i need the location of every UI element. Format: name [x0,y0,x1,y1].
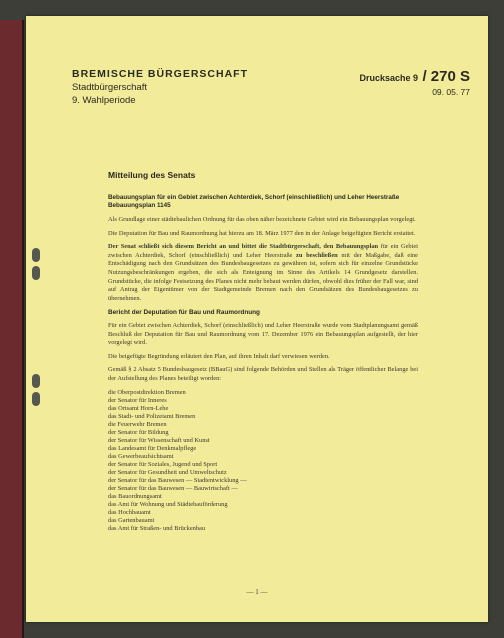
paragraph-3-bold: Der Senat schließt sich diesem Bericht an und bittet die Stadtbürgerschaft, den Bebauungsplan [108,243,379,251]
list-item: das Amt für Wohnung und Städtebauförderung [108,500,228,508]
list-item: das Bauordnungsamt [108,492,162,500]
document-heading: Mitteilung des Senats [108,170,196,180]
section-title: Bericht der Deputation für Bau und Raumordnung [108,309,260,317]
org-sub: Stadtbürgerschaft [72,82,147,93]
legislative-period: 9. Wahlperiode [72,95,136,106]
list-item: das Gartenbauamt [108,516,155,524]
paragraph-3-rest: mit der Maßgabe, daß eine Entschädigung nach den Grundsätzen des Bundesbaugesetzes zu gewähren ist, sofern sich für einzelne Grundstücke Nutzungsbeschränkungen ergeben, die sich als Enteignung im Sinne des Artikels 14 Grundgesetz darstellen. Grundstücke, die infolge Festsetzung des Planes nicht mehr bebaut werden dürfen, obwohl dies früher der Fall war, sind auf Antrag der Eigentümer von der Stadtgemeinde Bremen nach den Grundsätzen des Bundesbaugesetzes zu übernehmen. [108,251,418,302]
folder-spine [0,20,24,638]
list-item: der Senator für Bildung [108,428,169,436]
document-body [108,171,418,533]
subject-plan-number: Bebauungsplan 1145 [108,201,171,209]
list-item: das Amt für Straßen- und Brückenbau [108,524,206,532]
list-item: die Feuerwehr Bremen [108,420,167,428]
subject-block [108,194,418,210]
list-item: das Gewerbeaufsichtsamt [108,452,174,460]
list-item: das Ortsamt Horn-Lehe [108,404,169,412]
paragraph-1: Als Grundlage einer städtebaulichen Ordnung für das oben näher bezeichnete Gebiet wird ein Bebauungsplan vorgelegt. [108,216,416,223]
drucksache-block [359,68,470,97]
list-item: der Senator für das Bauwesen — Bauwirtschaft — [108,484,238,492]
subject-title: Bebauungsplan für ein Gebiet zwischen Achterdiek, Schorf (einschließlich) und Leher Heerstraße [108,193,400,201]
drucksache-label: Drucksache 9 [359,73,418,83]
agency-list [108,389,418,533]
paragraph-3 [108,243,418,303]
punch-hole-2 [32,266,40,280]
letterhead [72,68,248,106]
punch-hole-3 [32,374,40,388]
list-item: das Stadt- und Polizeiamt Bremen [108,412,196,420]
paragraph-3-bold-2: zu beschließen [296,251,338,259]
list-item: die Oberpostdirektion Bremen [108,388,186,396]
punch-hole-1 [32,248,40,262]
paragraph-4: Für ein Gebiet zwischen Achterdiek, Schorf (einschließlich) und Leher Heerstraße wurde vom Stadtplanungsamt gemäß Beschluß der Deputation für Bau und Raumordnung vom 17. Dezember 1976 ein Bebauungsplan aufgestellt, der hier vorgelegt wird. [108,321,418,347]
document-date: 09. 05. 77 [432,87,470,97]
list-item: das Landesamt für Denkmalpflege [108,444,197,452]
paragraph-2: Die Deputation für Bau und Raumordnung hat hierzu am 18. März 1977 den in der Anlage beigefügten Bericht erstattet. [108,229,416,237]
list-item: der Senator für Wissenschaft und Kunst [108,436,210,444]
page-number: — 1 — [246,588,268,596]
list-item: das Hochbauamt [108,508,151,516]
paragraph-6: Gemäß § 2 Absatz 5 Bundesbaugesetz (BBauG) sind folgende Behörden und Stellen als Träger öffentlicher Belange bei der Aufstellung des Planes beteiligt worden: [108,366,418,382]
list-item: der Senator für Soziales, Jugend und Sport [108,460,218,468]
paragraph-3-mid: für ein Gebiet zwischen Achterdiek, Schorf (einschließlich) und Leher Heerstraße [108,243,418,259]
drucksache-number: / 270 S [422,68,470,85]
list-item: der Senator für Gesundheit und Umweltschutz [108,468,227,476]
punch-hole-4 [32,392,40,406]
document-page [26,16,488,622]
list-item: der Senator für das Bauwesen — Stadtentwicklung — [108,476,247,484]
paragraph-5: Die beigefügte Begründung erläutert den Plan, auf ihren Inhalt darf verwiesen werden. [108,352,330,360]
org-name: BREMISCHE BÜRGERSCHAFT [72,68,249,80]
list-item: der Senator für Inneres [108,396,167,404]
